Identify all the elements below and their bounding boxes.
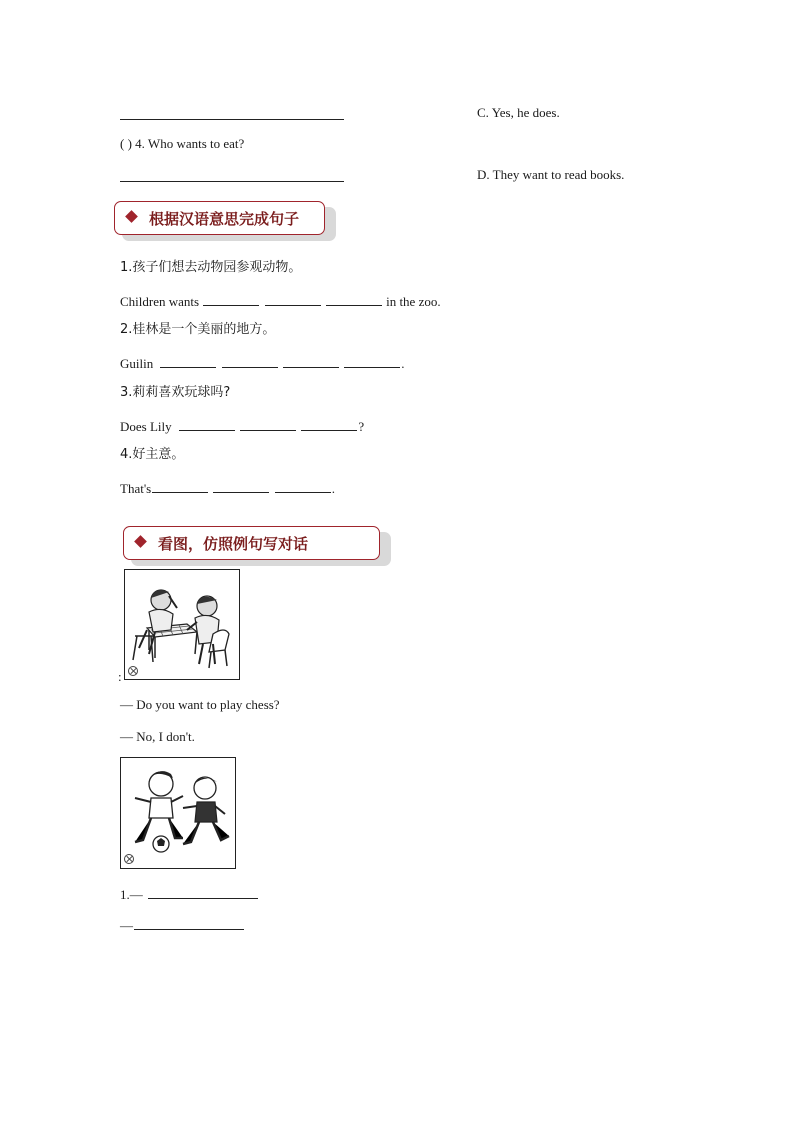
item-4-prefix: That's <box>120 481 152 496</box>
answer-2-prefix: — <box>120 918 133 933</box>
broken-image-icon <box>124 854 134 864</box>
blank-input[interactable] <box>213 479 269 493</box>
football-picture <box>120 757 236 869</box>
blank-input[interactable] <box>326 292 382 306</box>
answer-line[interactable] <box>120 119 344 120</box>
answer-line[interactable] <box>120 181 344 182</box>
item-3-prefix: Does Lily <box>120 419 172 434</box>
chess-illustration <box>125 570 238 678</box>
section-title: 根据汉语意思完成句子 <box>149 210 300 228</box>
chess-picture <box>124 569 240 680</box>
item-3-en <box>120 417 364 435</box>
option-c: C. Yes, he does. <box>477 105 560 120</box>
football-illustration <box>121 758 234 867</box>
blank-input[interactable] <box>179 417 235 431</box>
blank-input[interactable] <box>160 354 216 368</box>
blank-input[interactable] <box>240 417 296 431</box>
blank-input[interactable] <box>283 354 339 368</box>
item-4-cn: 4.好主意。 <box>120 447 185 462</box>
item-4-suffix: . <box>331 481 335 496</box>
blank-input[interactable] <box>265 292 321 306</box>
item-2-en <box>120 354 404 372</box>
item-2-prefix: Guilin <box>120 356 154 371</box>
item-1-cn: 1.孩子们想去动物园参观动物。 <box>120 260 302 275</box>
blank-input[interactable] <box>301 417 357 431</box>
item-2-cn: 2.桂林是一个美丽的地方。 <box>120 322 276 337</box>
answer-input[interactable] <box>148 885 258 899</box>
section-title: 看图，仿照例句写对话 <box>158 535 309 553</box>
example-question: — Do you want to play chess? <box>120 697 280 712</box>
diamond-icon <box>134 535 147 548</box>
answer-row-1 <box>120 885 259 903</box>
item-1-suffix: in the zoo. <box>386 294 441 309</box>
example-answer: — No, I don't. <box>120 729 195 744</box>
item-2-suffix: . <box>401 356 405 371</box>
item-3-cn: 3.莉莉喜欢玩球吗? <box>120 385 231 400</box>
item-4-en <box>120 479 335 497</box>
blank-input[interactable] <box>222 354 278 368</box>
item-1-prefix: Children wants <box>120 294 200 309</box>
answer-input[interactable] <box>134 916 244 930</box>
answer-row-2 <box>120 916 245 934</box>
item-1-en <box>120 292 441 310</box>
answer-1-prefix: 1.— <box>120 887 143 902</box>
diamond-icon <box>125 210 138 223</box>
broken-image-icon <box>128 666 138 676</box>
blank-input[interactable] <box>203 292 259 306</box>
question-4: ( ) 4. Who wants to eat? <box>120 136 245 151</box>
option-d: D. They want to read books. <box>477 167 625 182</box>
blank-input[interactable] <box>344 354 400 368</box>
blank-input[interactable] <box>275 479 331 493</box>
colon-mark: : <box>118 669 122 684</box>
blank-input[interactable] <box>152 479 208 493</box>
item-3-suffix: ? <box>358 419 365 434</box>
section-banner-dialogue <box>123 526 380 560</box>
section-banner-translate <box>114 201 325 235</box>
